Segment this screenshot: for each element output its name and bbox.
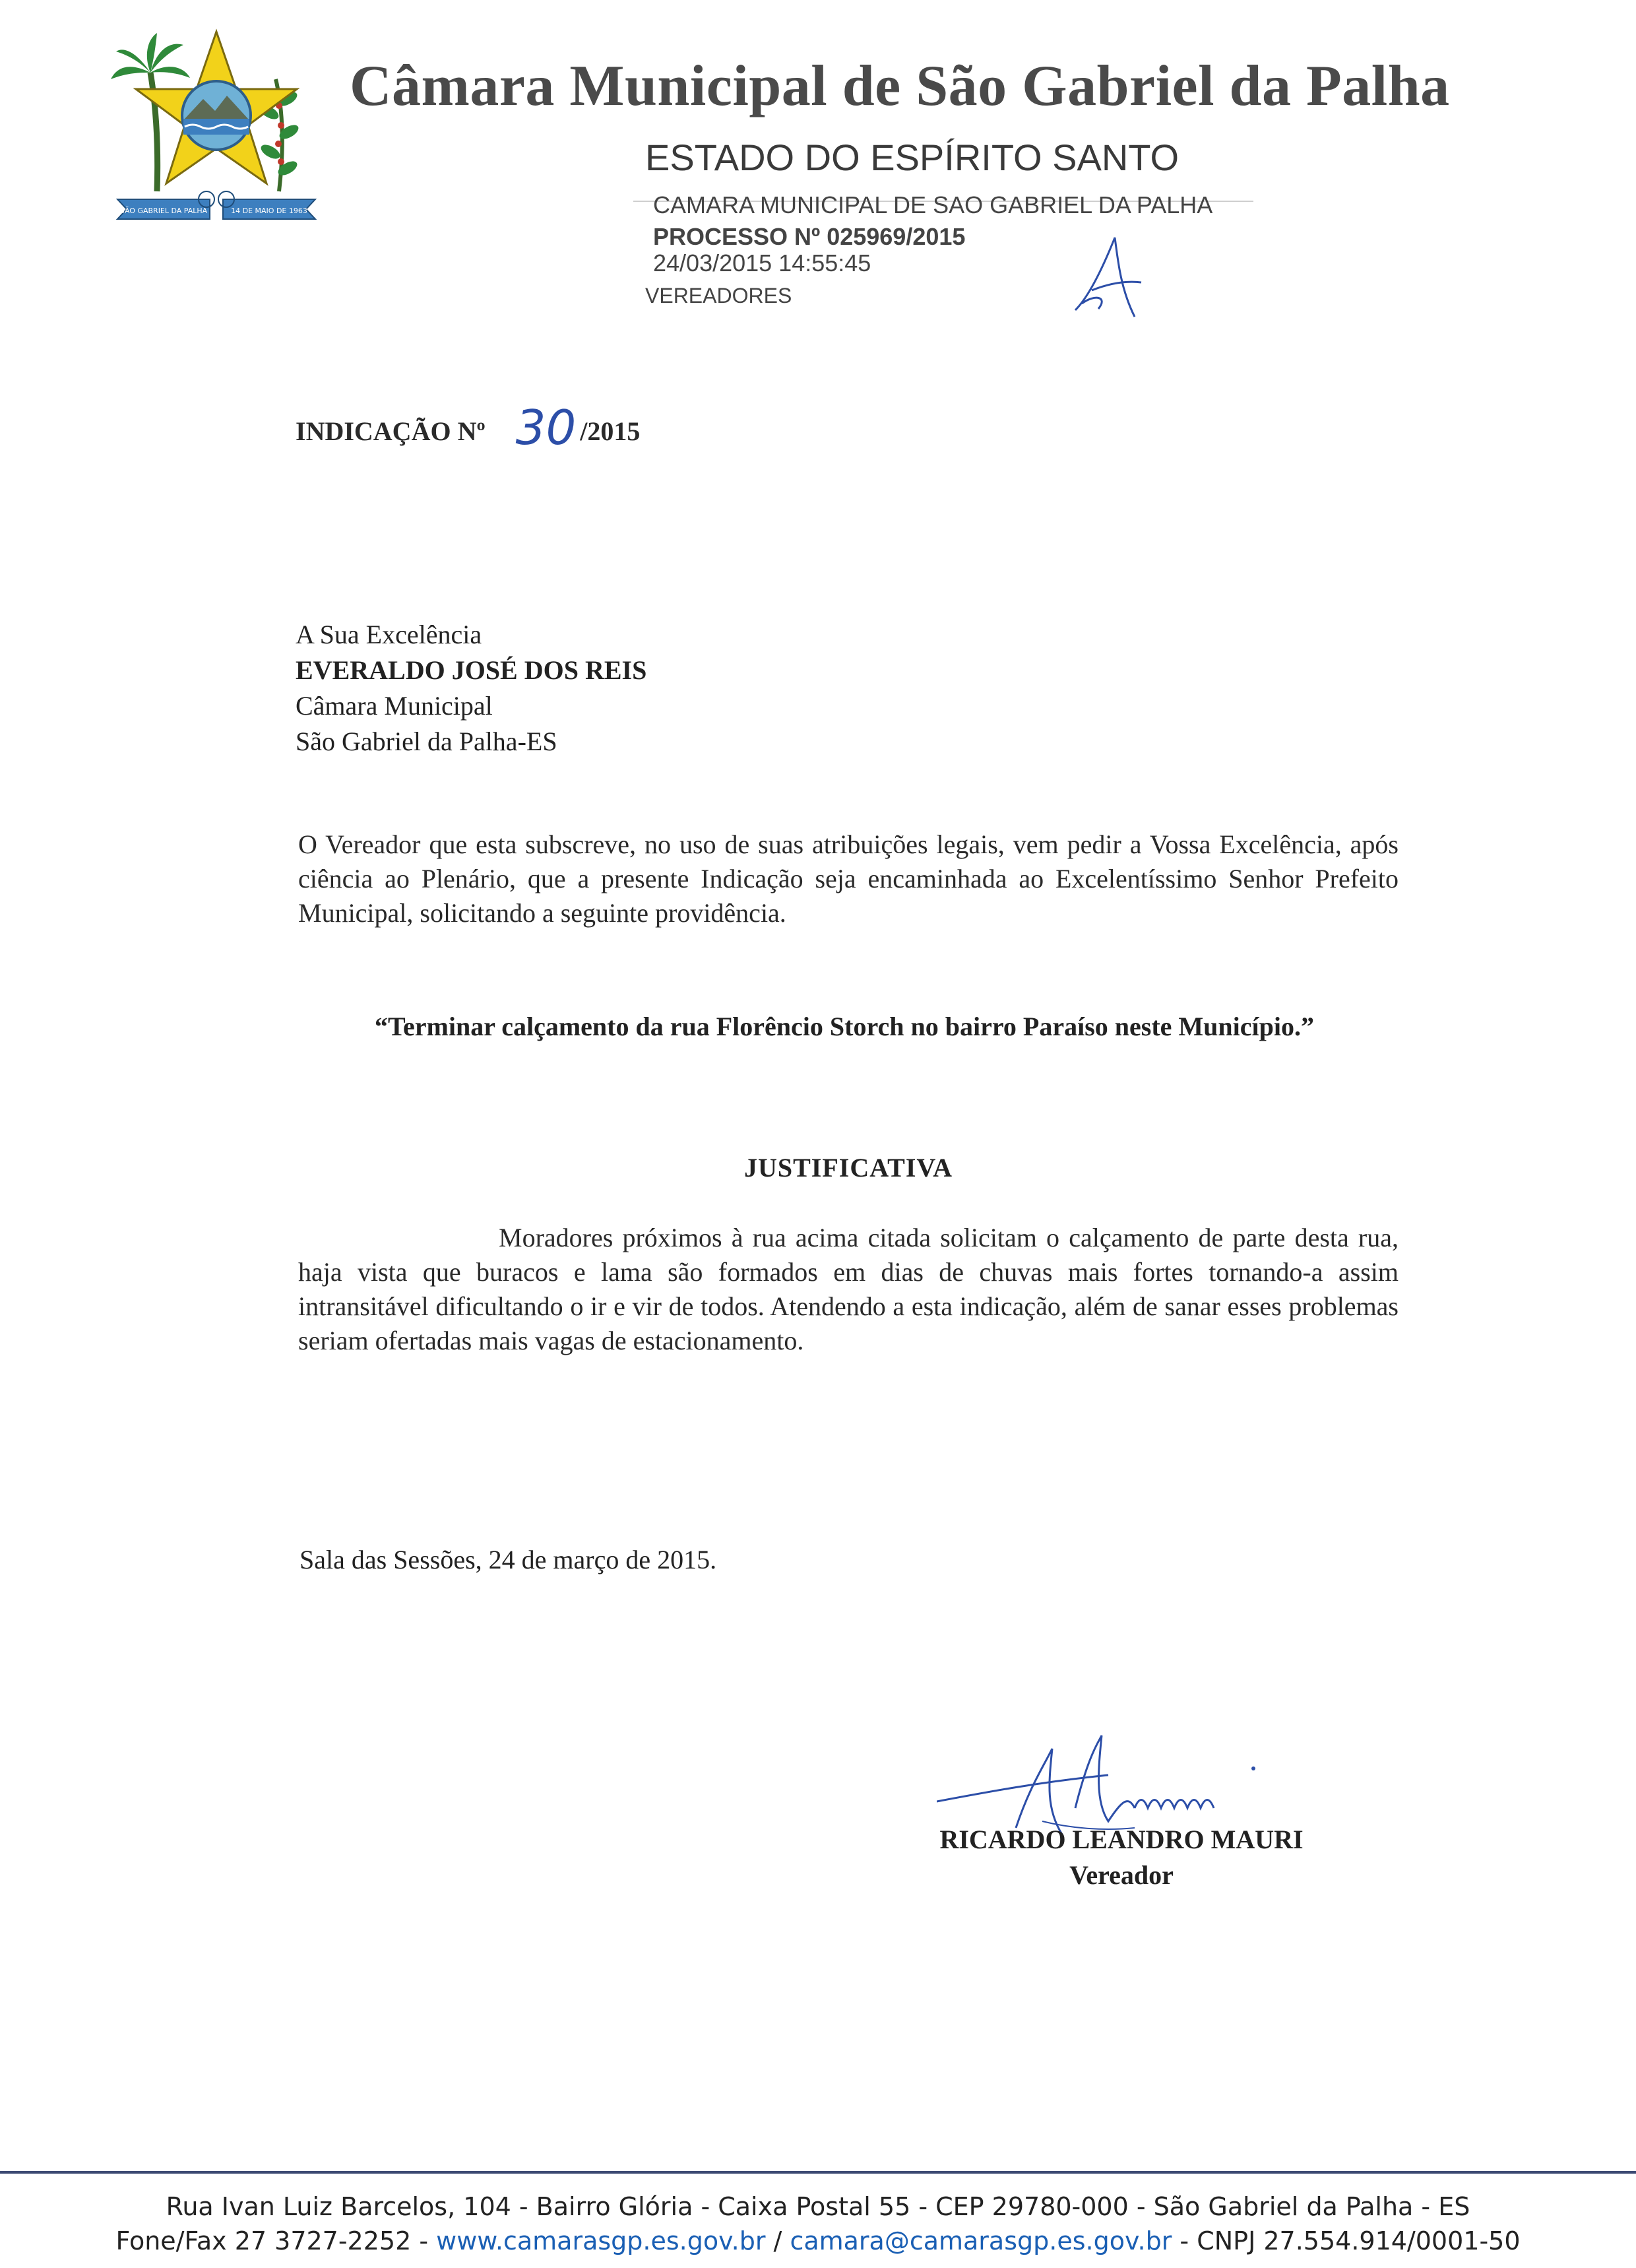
addressee-city: São Gabriel da Palha-ES (296, 727, 557, 756)
footer-contact (0, 2189, 1636, 2258)
organization-title: Câmara Municipal de São Gabriel da Palha (350, 54, 1450, 118)
stamp-department: VEREADORES (645, 284, 792, 308)
crest-ribbon-right-text: 14 DE MAIO DE 1963 (231, 207, 307, 215)
stamp-datetime: 24/03/2015 14:55:45 (653, 249, 871, 276)
signer-role: Vereador (1069, 1860, 1174, 1890)
footer-website-link[interactable]: www.camarasgp.es.gov.br (436, 2226, 766, 2255)
stamp-initials-signature (1069, 231, 1148, 323)
footer-separator: / (765, 2226, 790, 2255)
addressee-salutation: A Sua Excelência (296, 620, 482, 649)
footer-divider (0, 2171, 1636, 2174)
footer-cnpj: - CNPJ 27.554.914/0001-50 (1172, 2226, 1521, 2255)
crest-ribbon-left-text: SÃO GABRIEL DA PALHA (119, 207, 208, 215)
indication-number-handwritten: 30 (515, 400, 577, 455)
footer-contact-line (0, 2224, 1636, 2258)
addressee-name: EVERALDO JOSÉ DOS REIS (296, 655, 647, 685)
indication-year: /2015 (580, 416, 641, 446)
protocol-stamp (633, 191, 1240, 317)
addressee-block (296, 617, 646, 760)
request-quote: “Terminar calçamento da rua Florêncio Storch no bairro Paraíso neste Município.” (375, 1012, 1314, 1041)
organization-state: ESTADO DO ESPÍRITO SANTO (645, 137, 1180, 178)
intro-paragraph: O Vereador que esta subscreve, no uso de suas atribuições legais, vem pedir a Vossa Excelência, após ciência ao Plenário, que a presente Indicação seja encaminhada ao Excelentíssimo Senhor Prefeito Municipal, solicitando a seguinte providência. (298, 829, 1399, 928)
indication-label: INDICAÇÃO Nº (296, 416, 486, 446)
indication-heading (296, 396, 641, 455)
signer-name: RICARDO LEANDRO MAURI (939, 1825, 1304, 1854)
footer-phone: Fone/Fax 27 3727-2252 - (115, 2226, 437, 2255)
footer-email-link[interactable]: camara@camarasgp.es.gov.br (790, 2226, 1172, 2255)
municipal-crest-logo (111, 26, 322, 224)
place-and-date: Sala das Sessões, 24 de março de 2015. (299, 1545, 717, 1574)
justification-paragraph: Moradores próximos à rua acima citada solicitam o calçamento de parte desta rua, haja vista que buracos e lama são formados em dias de chuvas mais fortes tornando-a assim intransitável dificultando o ir e vir de todos. Atendendo a esta indicação, além de sanar esses problemas seriam ofertadas mais vagas de estacionamento. (298, 1223, 1399, 1355)
stamp-organization: CAMARA MUNICIPAL DE SAO GABRIEL DA PALHA (653, 191, 1213, 218)
stamp-process-number: PROCESSO Nº 025969/2015 (653, 223, 966, 250)
addressee-institution: Câmara Municipal (296, 691, 493, 721)
footer-address: Rua Ivan Luiz Barcelos, 104 - Bairro Glória - Caixa Postal 55 - CEP 29780-000 - São Gabriel da Palha - ES (166, 2192, 1470, 2221)
justification-title: JUSTIFICATIVA (743, 1153, 953, 1183)
